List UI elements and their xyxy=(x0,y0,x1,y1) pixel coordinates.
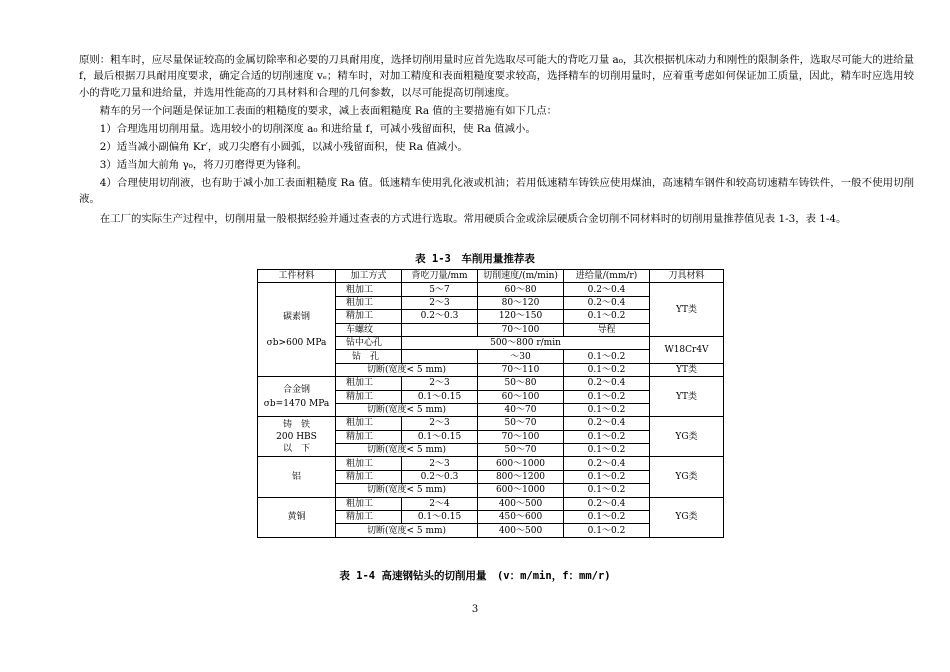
cell-speed: 60～80 xyxy=(478,283,564,296)
cell-feed: 0.1～0.2 xyxy=(564,484,650,497)
turning-parameters-table xyxy=(257,269,724,538)
cell-method: 精加工 xyxy=(336,390,402,403)
cell-speed: 400～500 xyxy=(478,497,564,510)
cell-speed: 120～150 xyxy=(478,310,564,323)
cell-depth: 0.2～0.3 xyxy=(402,470,478,483)
cell-speed-span: 500～800 r/min xyxy=(402,336,650,349)
cell-feed: 0.1～0.2 xyxy=(564,524,650,537)
cell-method: 粗加工 xyxy=(336,497,402,510)
cell-speed: 50～70 xyxy=(478,444,564,457)
cell-method: 粗加工 xyxy=(336,283,402,296)
cell-speed: 400～500 xyxy=(478,524,564,537)
cell-method-span: 切断(宽度< 5 mm) xyxy=(336,524,478,537)
cell-depth: 0.2～0.3 xyxy=(402,310,478,323)
cell-tool: W18Cr4V xyxy=(650,336,724,363)
table-row xyxy=(258,497,724,510)
cell-feed: 0.1～0.2 xyxy=(564,444,650,457)
cell-feed: 0.2～0.4 xyxy=(564,296,650,309)
cell-depth: 2～4 xyxy=(402,497,478,510)
paragraph-point-1: 1）合理选用切削用量。选用较小的切削深度 a₀ 和进给量 f，可减小残留面积，使 Ra 值减小。 xyxy=(99,123,536,135)
cell-feed: 0.1～0.2 xyxy=(564,470,650,483)
paragraph-practice: 在工厂的实际生产过程中，切削用量一般根据经验并通过查表的方式进行选取。常用硬质合金或涂层硬质合金切削不同材料时的切削用量推荐值见表 1-3，表 1-4。 xyxy=(99,213,847,225)
cell-method-span: 切断(宽度< 5 mm) xyxy=(336,363,478,376)
material-qualifier: 以 下 xyxy=(282,443,310,454)
cell-feed: 0.1～0.2 xyxy=(564,511,650,524)
cell-speed: 600～1000 xyxy=(478,457,564,470)
cell-method-span: 切断(宽度< 5 mm) xyxy=(336,444,478,457)
material-brass: 黄铜 xyxy=(258,497,336,537)
cell-method: 车螺纹 xyxy=(336,323,402,336)
material-cast-iron xyxy=(258,417,336,457)
cell-speed: 50～70 xyxy=(478,417,564,430)
material-alloy-steel xyxy=(258,377,336,417)
cell-speed: 800～1200 xyxy=(478,470,564,483)
cell-speed: ～30 xyxy=(478,350,564,363)
material-name: 合金钢 xyxy=(282,384,310,395)
table-row xyxy=(258,283,724,296)
material-hardness: 200 HBS xyxy=(276,431,317,442)
table-1-3-caption: 表 1-3 车削用量推荐表 xyxy=(415,253,535,265)
page-number: 3 xyxy=(471,604,479,615)
cell-feed: 0.2～0.4 xyxy=(564,377,650,390)
cell-speed: 70～100 xyxy=(478,430,564,443)
material-strength: σb=1470 MPa xyxy=(263,398,330,409)
cell-depth: 2～3 xyxy=(402,457,478,470)
cell-depth: 0.1～0.15 xyxy=(402,390,478,403)
cell-speed: 50～80 xyxy=(478,377,564,390)
cell-depth: 5～7 xyxy=(402,283,478,296)
table-row xyxy=(258,377,724,390)
cell-depth: 0.1～0.15 xyxy=(402,430,478,443)
cell-method: 粗加工 xyxy=(336,457,402,470)
header-method: 加工方式 xyxy=(336,270,402,283)
table-row xyxy=(258,417,724,430)
header-feed: 进给量/(mm/r) xyxy=(564,270,650,283)
material-name: 碳素钢 xyxy=(282,311,310,322)
cell-method: 精加工 xyxy=(336,430,402,443)
cell-depth: 2～3 xyxy=(402,417,478,430)
cell-depth: 2～3 xyxy=(402,377,478,390)
cell-depth: 2～3 xyxy=(402,296,478,309)
cell-speed: 600～1000 xyxy=(478,484,564,497)
cell-tool: YG类 xyxy=(650,417,724,457)
cell-feed: 导程 xyxy=(564,323,650,336)
cell-method: 粗加工 xyxy=(336,377,402,390)
cell-tool: YG类 xyxy=(650,497,724,537)
material-carbon-steel xyxy=(258,283,336,377)
cell-method-span: 切断(宽度< 5 mm) xyxy=(336,484,478,497)
paragraph-point-2: 2）适当减小副偏角 Kr′，或刀尖磨有小圆弧，以减小残留面积，使 Ra 值减小。 xyxy=(99,141,468,153)
header-material: 工件材料 xyxy=(258,270,336,283)
cell-depth: 0.1～0.15 xyxy=(402,511,478,524)
material-aluminum: 铝 xyxy=(258,457,336,497)
cell-depth xyxy=(402,323,478,336)
cell-method: 粗加工 xyxy=(336,417,402,430)
table-1-4-caption: 表 1-4 高速钢钻头的切削用量 (v：m/min，f：mm/r) xyxy=(339,570,611,582)
table-header-row xyxy=(258,270,724,283)
material-name: 铸 铁 xyxy=(282,419,310,430)
cell-method: 精加工 xyxy=(336,470,402,483)
cell-method-span: 切断(宽度< 5 mm) xyxy=(336,403,478,416)
cell-method: 钻中心孔 xyxy=(336,336,402,349)
cell-speed: 60～100 xyxy=(478,390,564,403)
paragraph-finish-turning: 精车的另一个问题是保证加工表面的粗糙度的要求，减上表面粗糙度 Ra 值的主要措施有如下几点： xyxy=(99,105,558,117)
header-speed: 切削速度/(m/min) xyxy=(478,270,564,283)
material-strength: σb>600 MPa xyxy=(266,337,327,348)
cell-depth xyxy=(402,350,478,363)
cell-feed: 0.1～0.2 xyxy=(564,390,650,403)
header-depth: 背吃刀量/mm xyxy=(402,270,478,283)
cell-tool: YT类 xyxy=(650,377,724,417)
cell-feed: 0.1～0.2 xyxy=(564,430,650,443)
cell-feed: 0.1～0.2 xyxy=(564,310,650,323)
cell-feed: 0.1～0.2 xyxy=(564,403,650,416)
cell-speed: 80～120 xyxy=(478,296,564,309)
cell-feed: 0.2～0.4 xyxy=(564,417,650,430)
cell-feed: 0.2～0.4 xyxy=(564,457,650,470)
cell-feed: 0.2～0.4 xyxy=(564,283,650,296)
cell-feed: 0.2～0.4 xyxy=(564,497,650,510)
cell-method: 精加工 xyxy=(336,511,402,524)
cell-feed: 0.1～0.2 xyxy=(564,350,650,363)
cell-method: 精加工 xyxy=(336,310,402,323)
paragraph-point-4: 4）合理使用切削液，也有助于减小加工表面粗糙度 Ra 值。低速精车使用乳化液或机油；若用低速精车铸铁应使用煤油，高速精车钢件和较高切速精车铸铁件，一般不使用切削液。 xyxy=(79,177,914,206)
cell-feed: 0.1～0.2 xyxy=(564,363,650,376)
cell-tool: YG类 xyxy=(650,457,724,497)
cell-method: 粗加工 xyxy=(336,296,402,309)
header-tool: 刀具材料 xyxy=(650,270,724,283)
table-row xyxy=(258,457,724,470)
paragraph-principle: 原则：粗车时，应尽量保证较高的金属切除率和必要的刀具耐用度，选择切削用量时应首先选取尽可能大的背吃刀量 a₀，其次根据机床动力和刚性的限制条件，选取尽可能大的进给量 f，最后根据刀具耐用度要求，确定合适的切削速度 vₑ；精车时，对加工精度和表面粗糙度要求较高，选择精车的切削用量时，应着重考虑如何保证加工质量，因此，精车时应选用较小的背吃刀量和进给量，并选用性能高的刀具材料和合理的几何参数，以尽可能提高切削速度。 xyxy=(79,54,914,99)
cell-method: 钻 孔 xyxy=(336,350,402,363)
cell-tool: YT类 xyxy=(650,283,724,337)
cell-speed: 40～70 xyxy=(478,403,564,416)
paragraph-point-3: 3）适当加大前角 γ₀，将刀刃磨得更为锋利。 xyxy=(99,159,308,171)
cell-speed: 450～600 xyxy=(478,511,564,524)
cell-tool: YT类 xyxy=(650,363,724,376)
cell-speed: 70～100 xyxy=(478,323,564,336)
cell-speed: 70～110 xyxy=(478,363,564,376)
